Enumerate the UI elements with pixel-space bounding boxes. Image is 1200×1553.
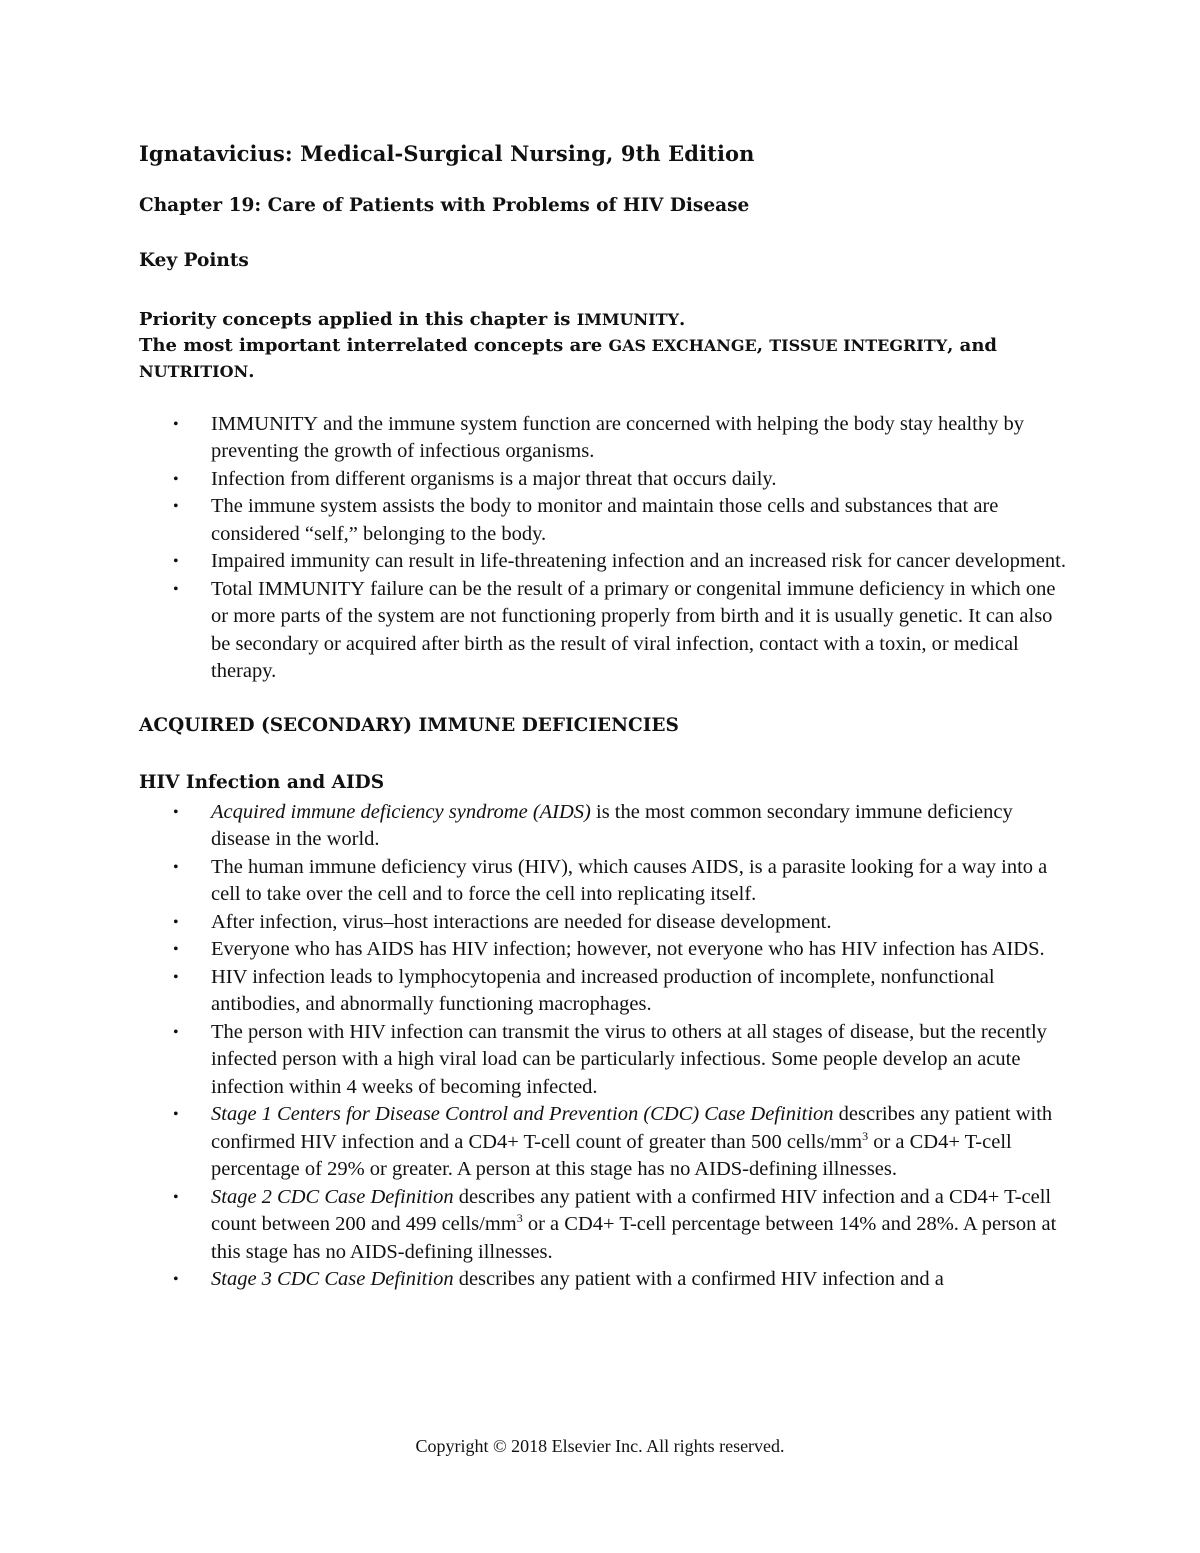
- item-term: Stage 2 CDC Case Definition: [211, 1185, 454, 1208]
- key-points-heading: Key Points: [139, 250, 249, 271]
- item-text: Everyone who has AIDS has HIV infection; however, not everyone who has HIV infection has AIDS.: [211, 938, 1045, 960]
- bullet-icon: •: [173, 470, 179, 488]
- bullet-icon: •: [173, 580, 179, 598]
- item-text: is the most common secondary immune deficiency disease in the world.: [211, 800, 1013, 850]
- bullet-icon: •: [173, 913, 179, 931]
- item-text: Impaired immunity can result in life-threatening infection and an increased risk for cancer development.: [211, 550, 1066, 572]
- page-content: [139, 140, 1069, 1294]
- item-text: and the immune system function are concerned with helping the body stay healthy by preventing the growth of infectious organisms.: [211, 412, 1024, 462]
- bullet-icon: •: [173, 1106, 179, 1123]
- bullet-icon: •: [173, 415, 179, 433]
- item-text: Total: [211, 577, 258, 600]
- item-text: or a CD4+ T-cell percentage of 29% or greater. A person at this stage has no AIDS-defining illnesses.: [211, 1130, 1012, 1180]
- superscript: 3: [862, 1128, 869, 1143]
- interrelated-concept-1: GAS EXCHANGE: [608, 335, 757, 355]
- interrelated-concepts-line: [139, 333, 1069, 385]
- section-heading: ACQUIRED (SECONDARY) IMMUNE DEFICIENCIES: [139, 714, 679, 736]
- item-concept: IMMUNITY: [257, 577, 366, 600]
- list-item: [139, 909, 1069, 937]
- book-title: Ignatavicius: Medical-Surgical Nursing, 9th Edition: [139, 141, 755, 166]
- list-item: [139, 1019, 1069, 1102]
- item-text: or a CD4+ T-cell percentage between 14% and 28%. A person at this stage has no AIDS-defining illnesses.: [211, 1213, 1057, 1263]
- item-text: HIV infection leads to lymphocytopenia and increased production of incomplete, nonfunctional antibodies, and abnormally functioning macrophages.: [211, 965, 995, 1015]
- hiv-points-list: [139, 799, 1069, 1294]
- item-lead: IMMUNITY: [211, 412, 319, 435]
- list-item: [139, 466, 1069, 494]
- interrelated-concept-2: TISSUE INTEGRITY: [769, 335, 948, 355]
- bullet-icon: •: [173, 1188, 179, 1206]
- bullet-icon: •: [173, 1023, 179, 1041]
- item-text: describes any patient with a confirmed HIV infection and a CD4+ T-cell count between 200 and 499 cells/mm: [211, 1185, 1052, 1235]
- item-text: After infection, virus–host interactions are needed for disease development.: [211, 910, 832, 933]
- priority-concept: IMMUNITY: [576, 309, 679, 329]
- list-item: [139, 964, 1069, 1019]
- bullet-icon: •: [173, 803, 179, 821]
- item-text: failure can be the result of a primary or congenital immune deficiency in which one or more parts of the system are not functioning properly from birth and it is usually genetic. It can also be secondary or acquired after birth as the result of viral infection, contact with a toxin, or medical therapy.: [211, 577, 1056, 682]
- list-item: [139, 411, 1069, 466]
- item-text: The person with HIV infection can transmit the virus to others at all stages of disease, but the recently infected person with a high viral load can be particularly infectious. Some people develop an acute infection within 4 weeks of becoming infected.: [211, 1020, 1047, 1098]
- list-item: [139, 1101, 1069, 1184]
- item-text: Infection from different organisms is a major threat that occurs daily.: [211, 467, 777, 490]
- item-text: describes any patient with a confirmed HIV infection and a: [453, 1268, 944, 1290]
- interrelated-sep-1: ,: [756, 334, 770, 356]
- interrelated-suffix: .: [248, 360, 255, 382]
- item-term: Stage 1 Centers for Disease Control and Prevention (CDC) Case Definition: [211, 1103, 834, 1125]
- list-item: [139, 548, 1069, 576]
- interrelated-concept-3: NUTRITION: [139, 361, 249, 381]
- list-item: [139, 493, 1069, 548]
- item-text: The immune system assists the body to monitor and maintain those cells and substances that are considered “self,” belonging to the body.: [211, 495, 999, 545]
- key-points-list: [139, 411, 1069, 686]
- chapter-title: Chapter 19: Care of Patients with Problems of HIV Disease: [139, 194, 750, 216]
- list-item: [139, 576, 1069, 686]
- concepts-block: [139, 307, 1069, 385]
- subsection-heading: HIV Infection and AIDS: [139, 772, 385, 793]
- interrelated-sep-2: , and: [947, 334, 997, 356]
- bullet-icon: •: [173, 858, 179, 876]
- item-term: Acquired immune deficiency syndrome (AIDS): [211, 800, 591, 823]
- item-text: The human immune deficiency virus (HIV), which causes AIDS, is a parasite looking for a way into a cell to take over the cell and to force the cell into replicating itself.: [211, 855, 1048, 905]
- item-text: describes any patient with confirmed HIV infection and a CD4+ T-cell count of greater than 500 cells/mm: [211, 1103, 1053, 1153]
- item-term: Stage 3 CDC Case Definition: [211, 1268, 454, 1290]
- bullet-icon: •: [173, 941, 179, 958]
- list-item: [139, 854, 1069, 909]
- list-item: [139, 799, 1069, 854]
- bullet-icon: •: [173, 968, 179, 986]
- list-item: [139, 1184, 1069, 1267]
- bullet-icon: •: [173, 498, 179, 515]
- superscript: 3: [516, 1211, 523, 1226]
- priority-concept-line: [139, 307, 1069, 333]
- priority-prefix: Priority concepts applied in this chapter is: [139, 308, 577, 330]
- bullet-icon: •: [173, 1271, 179, 1288]
- interrelated-prefix: The most important interrelated concepts are: [139, 334, 609, 356]
- list-item: [139, 1266, 1069, 1294]
- list-item: [139, 936, 1069, 964]
- copyright-footer: Copyright © 2018 Elsevier Inc. All rights reserved.: [415, 1436, 785, 1456]
- priority-suffix: .: [678, 308, 686, 330]
- bullet-icon: •: [173, 553, 179, 570]
